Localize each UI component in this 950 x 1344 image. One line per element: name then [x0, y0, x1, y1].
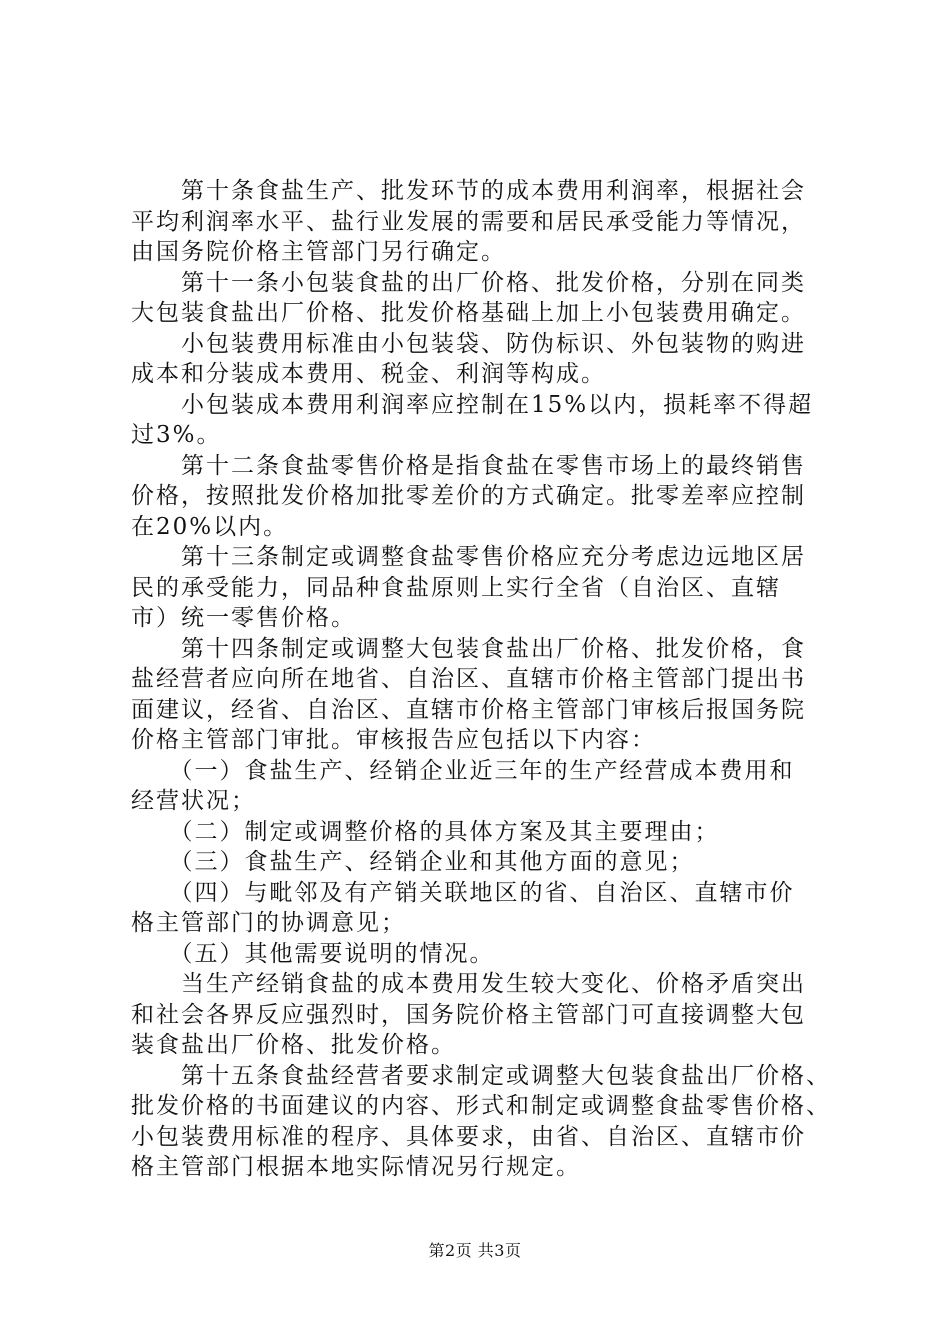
list-item-4: （四）与毗邻及有产销关联地区的省、自治区、直辖市价 格主管部门的协调意见； [131, 879, 795, 936]
list-item-1: （一）食盐生产、经销企业近三年的生产经营成本费用和 经营状况； [131, 757, 795, 814]
small-package-profit-paragraph: 小包装成本费用利润率应控制在15%以内，损耗率不得超 过3%。 [131, 391, 814, 448]
article-14-paragraph: 第十四条制定或调整大包装食盐出厂价格、批发价格，食 盐经营者应向所在地省、自治区、直辖市价格主管部门提出书 面建议，经省、自治区、直辖市价格主管部门审核后报国务院 价格主管部门审批。审核报告应包括以下内容： [131, 635, 806, 753]
list-item-5: （五）其他需要说明的情况。 [131, 940, 495, 967]
document-body [131, 176, 831, 1183]
small-package-fee-paragraph: 小包装费用标准由小包装袋、防伪标识、外包装物的购进 成本和分装成本费用、税金、利润等构成。 [131, 330, 806, 387]
list-item-2: （二）制定或调整价格的具体方案及其主要理由； [131, 818, 720, 845]
direct-adjustment-paragraph: 当生产经销食盐的成本费用发生较大变化、价格矛盾突出 和社会各界反应强烈时，国务院价格主管部门可直接调整大包 装食盐出厂价格、批发价格。 [131, 971, 806, 1058]
page-footer: 第2页 共3页 [428, 1241, 522, 1260]
article-12-paragraph: 第十二条食盐零售价格是指食盐在零售市场上的最终销售 价格，按照批发价格加批零差价的方式确定。批零差率应控制 在20%以内。 [131, 452, 806, 540]
article-10-paragraph: 第十条食盐生产、批发环节的成本费用利润率，根据社会 平均利润率水平、盐行业发展的需要和居民承受能力等情况， 由国务院价格主管部门另行确定。 [131, 178, 806, 265]
article-11-paragraph: 第十一条小包装食盐的出厂价格、批发价格，分别在同类 大包装食盐出厂价格、批发价格基础上加上小包装费用确定。 [131, 269, 806, 326]
list-item-3: （三）食盐生产、经销企业和其他方面的意见； [131, 849, 695, 875]
article-13-paragraph: 第十三条制定或调整食盐零售价格应充分考虑边远地区居 民的承受能力，同品种食盐原则上实行全省（自治区、直辖 市）统一零售价格。 [131, 544, 806, 631]
article-15-paragraph: 第十五条食盐经营者要求制定或调整大包装食盐出厂价格、 批发价格的书面建议的内容、形式和制定或调整食盐零售价格、 小包装费用标准的程序、具体要求，由省、自治区、直辖市价 格主管部门根据本地实际情况另行规定。 [131, 1062, 831, 1180]
